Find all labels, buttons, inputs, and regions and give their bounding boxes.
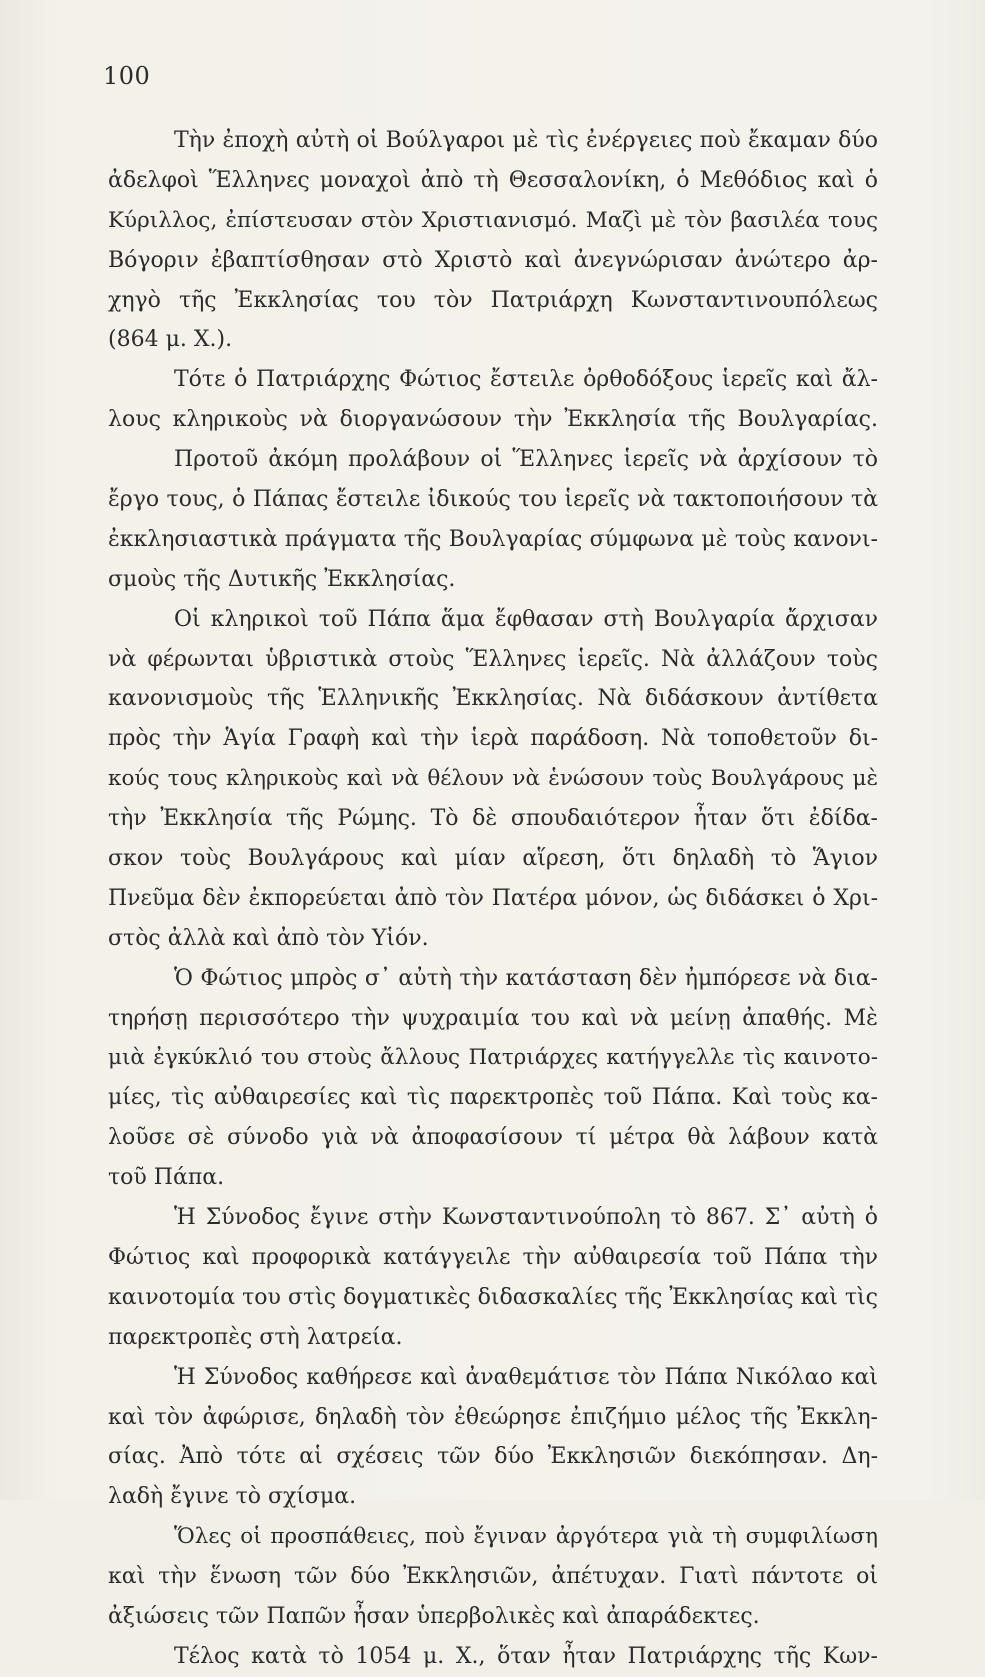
text-line: μιὰ ἐγκύκλιό του στοὺς ἄλλους Πατριάρχες κατήγγελλε τὶς καινοτο-: [108, 1045, 878, 1071]
text-line: νὰ φέρωνται ὑβριστικὰ στοὺς Ἕλληνες ἱερεῖς. Νὰ ἀλλάζουν τοὺς: [108, 646, 878, 672]
text-line: πρὸς τὴν Ἁγία Γραφὴ καὶ τὴν ἱερὰ παράδοση. Νὰ τοποθετοῦν δι-: [108, 726, 878, 752]
text-line: χηγὸ τῆς Ἐκκλησίας του τὸν Πατριάρχη Κωνσταντινουπόλεως: [108, 287, 878, 313]
text-line: παρεκτροπὲς στὴ λατρεία.: [108, 1324, 403, 1350]
page-number: 100: [103, 62, 151, 90]
text-line: Ὅλες οἱ προσπάθειες, ποὺ ἔγιναν ἀργότερα γιὰ τὴ συμφιλίωση: [174, 1524, 878, 1550]
text-line: μίες, τὶς αὐθαιρεσίες καὶ τὶς παρεκτροπὲς τοῦ Πάπα. Καὶ τοὺς κα-: [108, 1085, 878, 1111]
text-line: καὶ τὸν ἀφώρισε, δηλαδὴ τὸν ἐθεώρησε ἐπιζήμιο μέλος τῆς Ἐκκλη-: [108, 1404, 878, 1430]
text-line: κανονισμοὺς τῆς Ἑλληνικῆς Ἐκκλησίας. Νὰ διδάσκουν ἀντίθετα: [108, 686, 878, 712]
text-line: καινοτομία του στὶς δογματικὲς διδασκαλίες τῆς Ἐκκλησίας καὶ τὶς: [108, 1284, 878, 1310]
text-line: Τὴν ἐποχὴ αὐτὴ οἱ Βούλγαροι μὲ τὶς ἐνέργειες ποὺ ἔκαμαν δύο: [174, 128, 878, 153]
text-line: τηρήσῃ περισσότερο τὴν ψυχραιμία του καὶ νὰ μείνῃ ἀπαθής. Μὲ: [108, 1005, 878, 1031]
text-line: ἔργο τους, ὁ Πάπας ἔστειλε ἰδικούς του ἱερεῖς νὰ τακτοποιήσουν τὰ: [108, 487, 878, 513]
text-line: λαδὴ ἔγινε τὸ σχίσμα.: [108, 1484, 357, 1510]
text-line: σίας. Ἀπὸ τότε αἱ σχέσεις τῶν δύο Ἐκκλησιῶν διεκόπησαν. Δη-: [108, 1444, 878, 1470]
text-line: Τέλος κατὰ τὸ 1054 μ. Χ., ὅταν ἦταν Πατριάρχης τῆς Κων-: [174, 1643, 878, 1669]
text-line: Κύριλλος, ἐπίστευσαν στὸν Χριστιανισμό. Μαζὶ μὲ τὸν βασιλέα τους: [108, 207, 878, 233]
body-text: [108, 121, 878, 1677]
text-line: Ἡ Σύνοδος ἔγινε στὴν Κωνσταντινούπολη τὸ 867. Σ᾽ αὐτὴ ὁ: [174, 1205, 878, 1231]
text-line: λους κληρικοὺς νὰ διοργανώσουν τὴν Ἐκκλησία τῆς Βουλγαρίας.: [108, 407, 878, 433]
text-line: τὴν Ἐκκλησία τῆς Ρώμης. Τὸ δὲ σπουδαιότερον ἦταν ὅτι ἐδίδα-: [108, 806, 878, 832]
text-line: Οἱ κληρικοὶ τοῦ Πάπα ἅμα ἔφθασαν στὴ Βουλγαρία ἄρχισαν: [174, 606, 878, 632]
text-line: Πνεῦμα δὲν ἐκπορεύεται ἀπὸ τὸν Πατέρα μόνον, ὡς διδάσκει ὁ Χρι-: [108, 885, 878, 911]
text-line: Ὁ Φώτιος μπρὸς σ᾽ αὐτὴ τὴν κατάσταση δὲν ἠμπόρεσε νὰ δια-: [174, 965, 878, 991]
text-line: σκον τοὺς Βουλγάρους καὶ μίαν αἵρεση, ὅτι δηλαδὴ τὸ Ἅγιον: [108, 846, 878, 872]
text-line: σμοὺς τῆς Δυτικῆς Ἐκκλησίας.: [108, 566, 456, 592]
text-line: Προτοῦ ἀκόμη προλάβουν οἱ Ἕλληνες ἱερεῖς νὰ ἀρχίσουν τὸ: [174, 447, 878, 473]
text-line: κούς τους κληρικοὺς καὶ νὰ θέλουν νὰ ἑνώσουν τοὺς Βουλγάρους μὲ: [108, 766, 878, 792]
text-line: τοῦ Πάπα.: [108, 1165, 225, 1191]
text-line: Τότε ὁ Πατριάρχης Φώτιος ἔστειλε ὀρθοδόξους ἱερεῖς καὶ ἄλ-: [174, 367, 878, 393]
text-line: ἀξιώσεις τῶν Παπῶν ἦσαν ὑπερβολικὲς καὶ ἀπαράδεκτες.: [108, 1603, 760, 1629]
text-line: ἐκκλησιαστικὰ πράγματα τῆς Βουλγαρίας σύμφωνα μὲ τοὺς κανονι-: [108, 526, 878, 552]
text-line: ἀδελφοὶ Ἕλληνες μοναχοὶ ἀπὸ τὴ Θεσσαλονίκη, ὁ Μεθόδιος καὶ ὁ: [108, 167, 878, 193]
text-line: Βόγοριν ἐβαπτίσθησαν στὸ Χριστὸ καὶ ἀνεγνώρισαν ἀνώτερο ἀρ-: [108, 247, 878, 273]
text-line: καὶ τὴν ἕνωση τῶν δύο Ἐκκλησιῶν, ἀπέτυχαν. Γιατὶ πάντοτε οἱ: [108, 1564, 878, 1590]
text-line: λοῦσε σὲ σύνοδο γιὰ νὰ ἀποφασίσουν τί μέτρα θὰ λάβουν κατὰ: [108, 1125, 878, 1151]
text-line: Φώτιος καὶ προφορικὰ κατάγγειλε τὴν αὐθαιρεσία τοῦ Πάπα τὴν: [108, 1244, 878, 1270]
text-line: (864 μ. Χ.).: [108, 327, 233, 353]
text-line: Ἡ Σύνοδος καθήρεσε καὶ ἀναθεμάτισε τὸν Πάπα Νικόλαο καὶ: [174, 1364, 878, 1390]
text-line: στὸς ἀλλὰ καὶ ἀπὸ τὸν Υἱόν.: [108, 925, 429, 951]
